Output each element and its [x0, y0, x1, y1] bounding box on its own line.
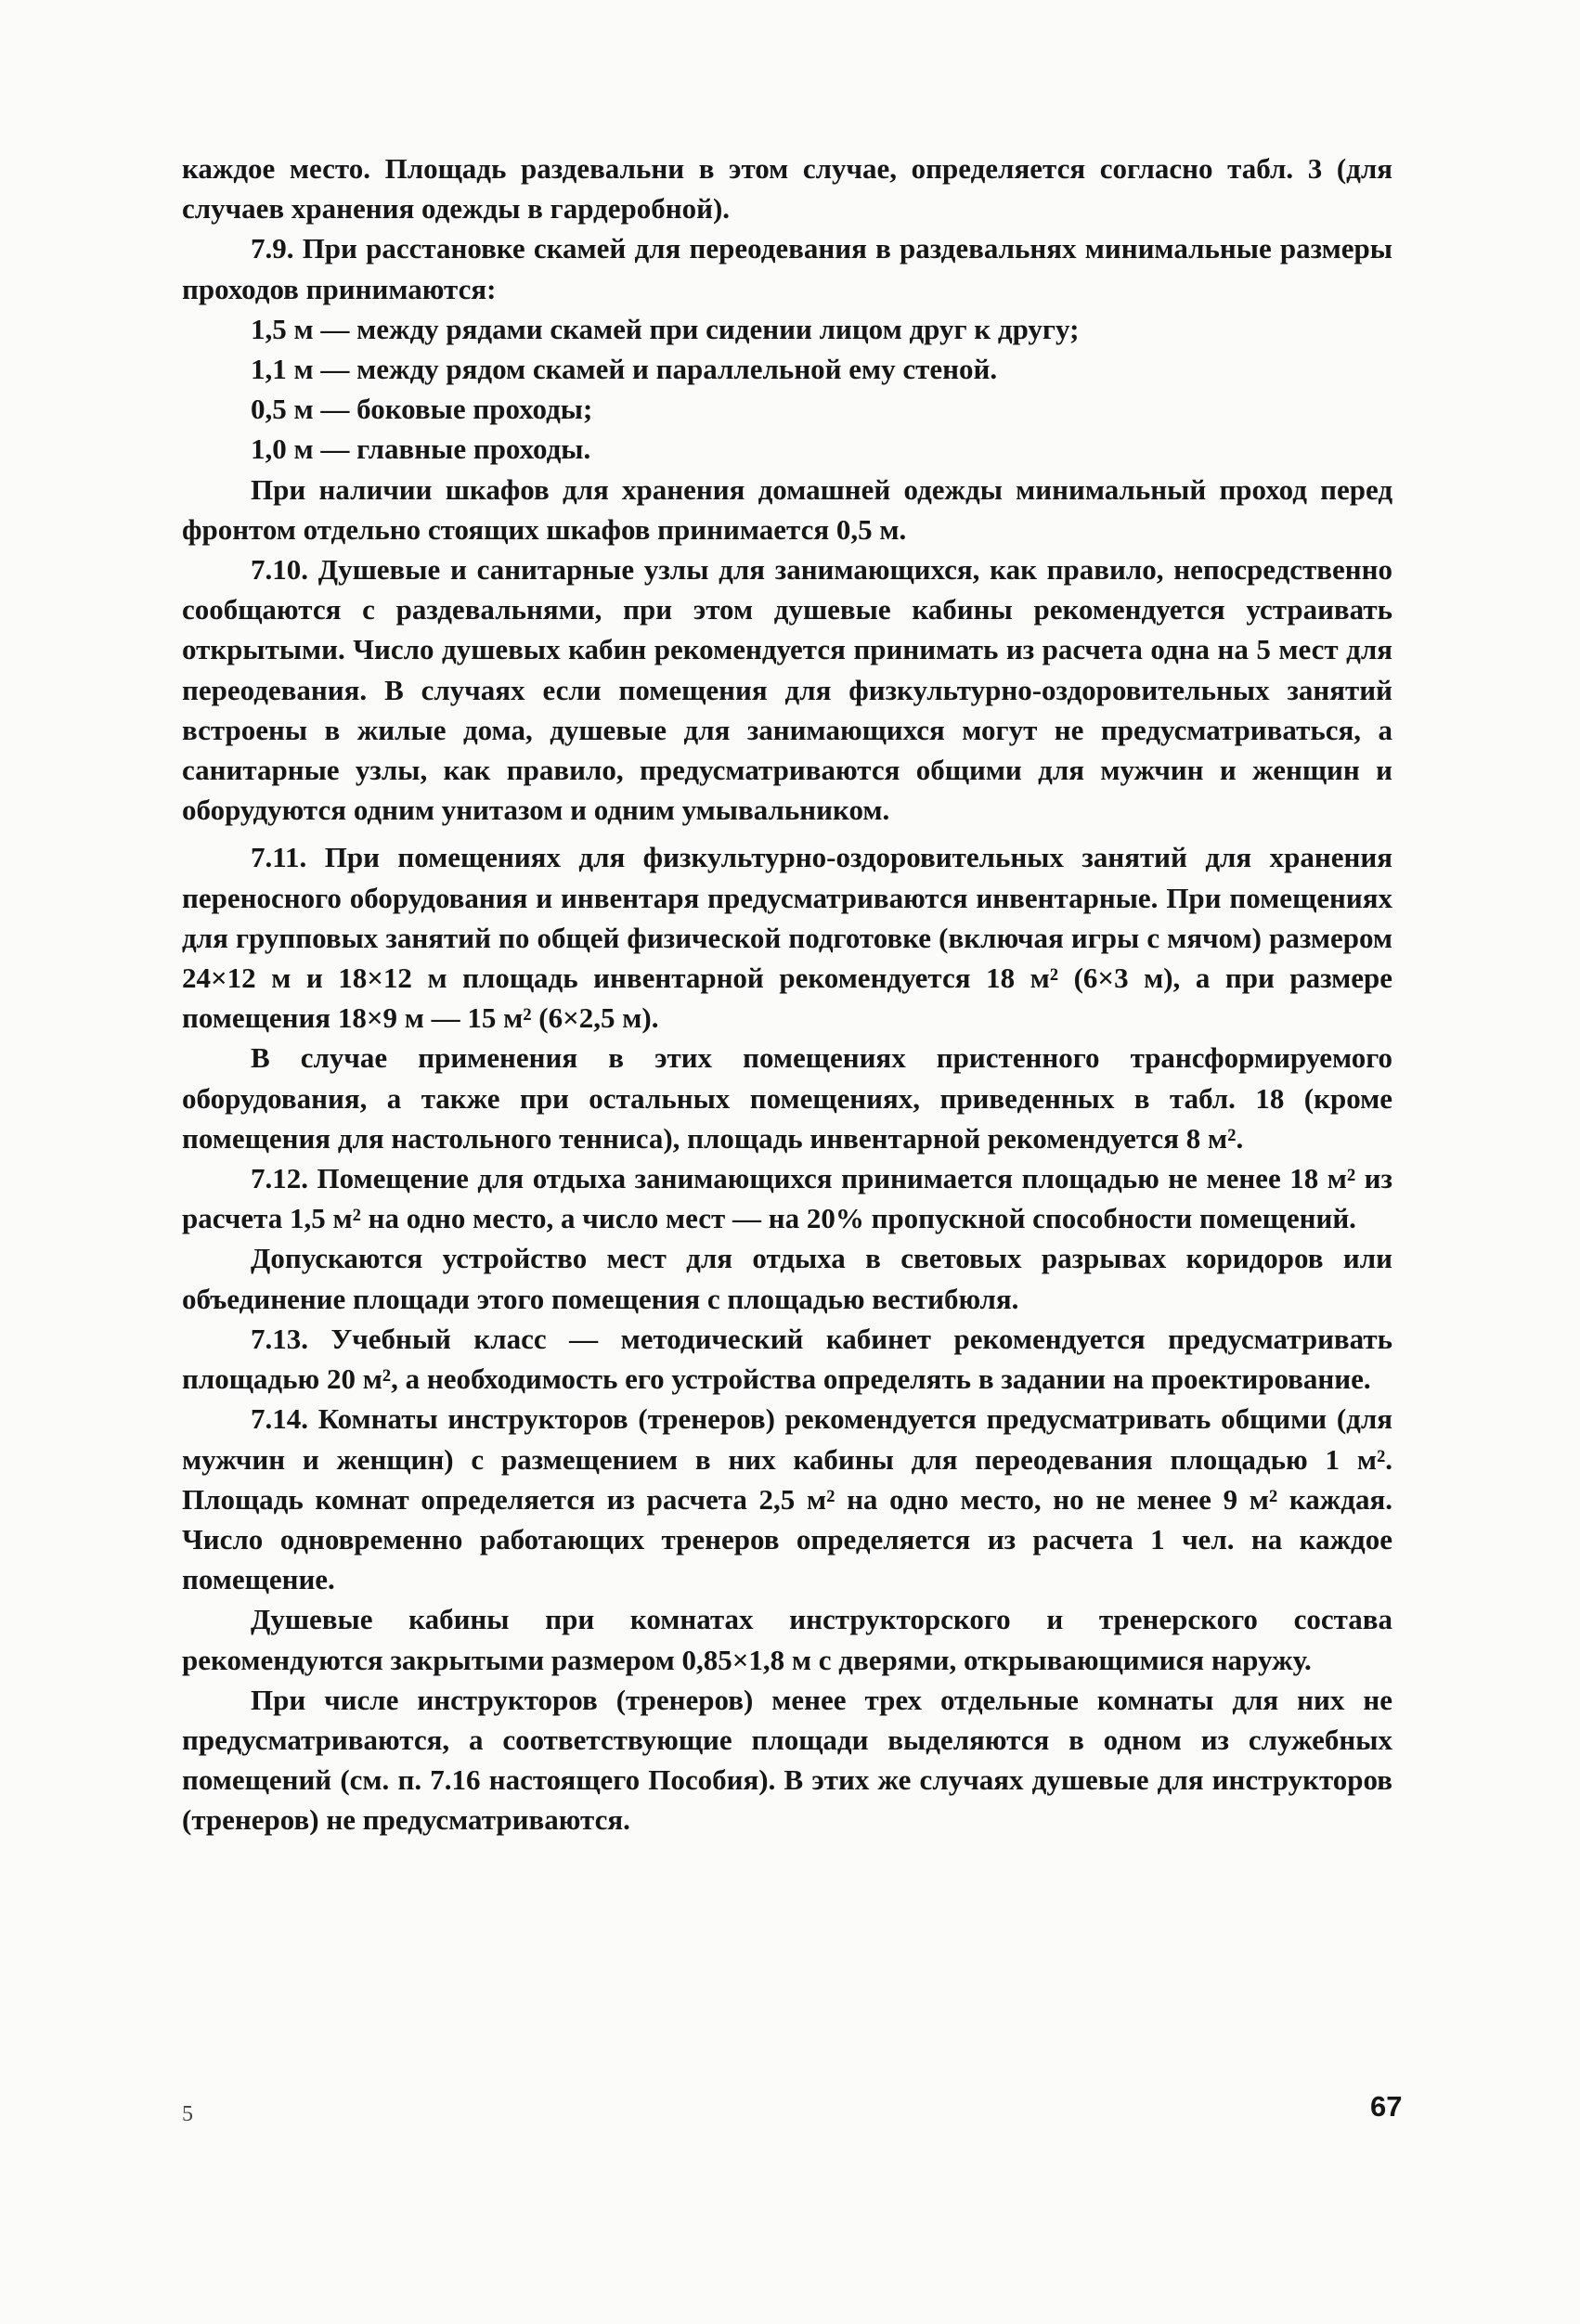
paragraph: 7.14. Комнаты инструкторов (тренеров) рекомендуется предусматривать общими (для мужчин и женщин) с размещением в них кабины для переодевания площадью 1 м². Площадь комнат определяется из расчета 2,5 м² на одно место, но не менее 9 м² каждая. Число одновременно работающих тренеров определяется из расчета 1 чел. на каждое помещение. — [182, 1402, 1392, 1596]
paragraph: 7.9. При расстановке скамей для переодевания в раздевальнях минимальные размеры проходов принимаются: — [182, 232, 1392, 305]
paragraph: 0,5 м — боковые проходы; — [251, 393, 593, 426]
paragraph: 7.10. Душевые и санитарные узлы для занимающихся, как правило, непосредственно сообщаются с раздевальнями, при этом душевые кабины рекомендуется устраивать открытыми. Число душевых кабин рекомендуется принимать из расчета одна на 5 мест для переодевания. В случаях если помещения для физкультурно-оздоровительных занятий встроены в жилые дома, душевые для занимающихся могут не предусматриваться, а санитарные узлы, как правило, предусматриваются общими для мужчин и женщин и оборудуются одним унитазом и одним умывальником. — [182, 553, 1392, 827]
paragraph: 1,1 м — между рядом скамей и параллельной ему стеной. — [251, 353, 998, 386]
paragraph: Душевые кабины при комнатах инструкторского и тренерского состава рекомендуются закрытыми размером 0,85×1,8 м с дверями, открывающимися наружу. — [182, 1603, 1392, 1676]
clause-number: 7.10. — [251, 553, 308, 587]
clause-number: 7.13. — [251, 1322, 308, 1355]
clause-number: 7.11. — [251, 841, 307, 874]
paragraph: 7.11. При помещениях для физкультурно-оздоровительных занятий для хранения переносного оборудования и инвентаря предусматриваются инвентарные. При помещениях для групповых занятий по общей физической подготовке (включая игры с мячом) размером 24×12 м и 18×12 м площадь инвентарной рекомендуется 18 м² (6×3 м), а при размере помещения 18×9 м — 15 м² (6×2,5 м). — [182, 841, 1392, 1035]
paragraph: 7.12. Помещение для отдыха занимающихся принимается площадью не менее 18 м² из расчета 1,5 м² на одно место, а число мест — на 20% пропускной способности помещений. — [182, 1162, 1392, 1235]
paragraph: 1,5 м — между рядами скамей при сидении лицом друг к другу; — [251, 312, 1080, 345]
paragraph: 1,0 м — главные проходы. — [251, 433, 591, 466]
paragraph: Допускаются устройство мест для отдыха в световых разрывах коридоров или объединение площади этого помещения с площадью вестибюля. — [182, 1242, 1392, 1315]
clause-number: 7.14. — [251, 1402, 308, 1436]
paragraph: При наличии шкафов для хранения домашней одежды минимальный проход перед фронтом отдельно стоящих шкафов принимается 0,5 м. — [182, 472, 1392, 546]
signature-mark: 5 — [182, 2102, 193, 2126]
page-number: 67 — [1370, 2090, 1403, 2123]
paragraph: каждое место. Площадь раздевальни в этом случае, определяется согласно табл. 3 (для случаев хранения одежды в гардеробной). — [182, 152, 1392, 226]
page-body — [182, 148, 1392, 1840]
paragraph: 7.13. Учебный класс — методический кабинет рекомендуется предусматривать площадью 20 м², а необходимость его устройства определять в задании на проектирование. — [182, 1322, 1392, 1396]
clause-number: 7.9. — [251, 232, 294, 265]
paragraph: При числе инструкторов (тренеров) менее трех отдельные комнаты для них не предусматриваются, а соответствующие площади выделяются в одном из служебных помещений (см. п. 7.16 настоящего Пособия). В этих же случаях душевые для инструкторов (тренеров) не предусматриваются. — [182, 1683, 1392, 1837]
paragraph: В случае применения в этих помещениях пристенного трансформируемого оборудования, а также при остальных помещениях, приведенных в табл. 18 (кроме помещения для настольного тенниса), площадь инвентарной рекомендуется 8 м². — [182, 1041, 1392, 1155]
clause-number: 7.12. — [251, 1162, 308, 1195]
